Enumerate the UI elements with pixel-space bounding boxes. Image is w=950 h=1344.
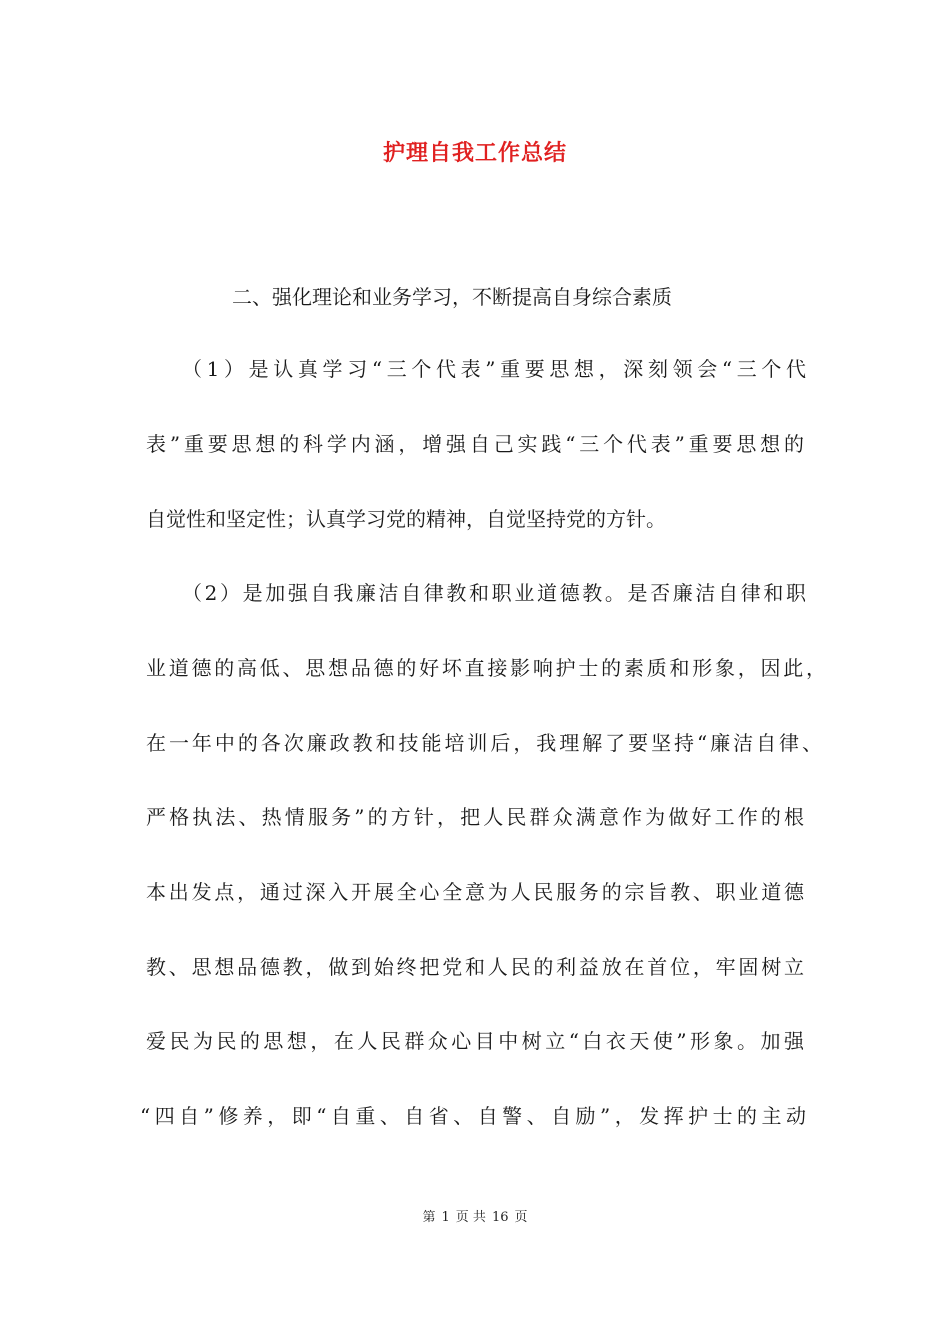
paragraph-line: 严格执法、热情服务”的方针，把人民群众满意作为做好工作的根 — [146, 805, 804, 829]
paragraph-line: 本出发点，通过深入开展全心全意为人民服务的宗旨教、职业道德 — [146, 880, 804, 904]
paragraph-line: 教、思想品德教，做到始终把党和人民的利益放在首位，牢固树立 — [146, 955, 804, 979]
paragraph-line: （1）是认真学习“三个代表”重要思想，深刻领会“三个代 — [182, 357, 806, 381]
footer-prefix: 第 — [422, 1210, 436, 1225]
paragraph-line: 爱民为民的思想，在人民群众心目中树立“白衣天使”形象。加强 — [146, 1029, 804, 1053]
section-heading: 二、强化理论和业务学习，不断提高自身综合素质 — [232, 285, 672, 309]
paragraph-line: 在一年中的各次廉政教和技能培训后，我理解了要坚持“廉洁自律、 — [146, 731, 822, 755]
current-page-number: 1 — [441, 1210, 450, 1225]
footer-suffix: 页 — [514, 1210, 528, 1225]
document-title: 护理自我工作总结 — [382, 141, 567, 166]
footer-mid: 页 共 — [455, 1210, 486, 1225]
paragraph-line: 表”重要思想的科学内涵，增强自己实践“三个代表”重要思想的 — [146, 432, 804, 456]
page-footer — [0, 1206, 950, 1225]
paragraph-line: 自觉性和坚定性；认真学习党的精神，自觉坚持党的方针。 — [146, 507, 666, 531]
paragraph-line: 业道德的高低、思想品德的好坏直接影响护士的素质和形象，因此， — [146, 656, 826, 680]
paragraph-line: “四自”修养，即“自重、自省、自警、自励”，发挥护士的主动 — [140, 1104, 806, 1128]
total-pages-number: 16 — [491, 1210, 509, 1225]
paragraph-line: （2）是加强自我廉洁自律教和职业道德教。是否廉洁自律和职 — [182, 581, 806, 605]
